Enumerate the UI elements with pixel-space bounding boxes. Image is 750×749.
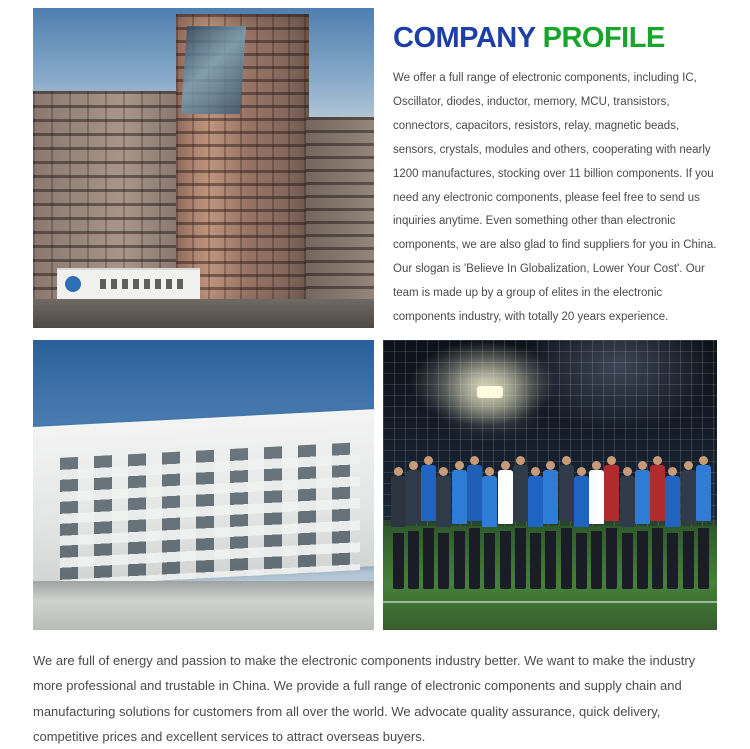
team-member-legs bbox=[530, 533, 541, 589]
building-right-wing bbox=[306, 117, 374, 303]
team-member-head bbox=[455, 461, 464, 470]
team-member-head bbox=[439, 467, 448, 476]
team-member-legs bbox=[606, 528, 617, 589]
team-member-head bbox=[470, 456, 479, 465]
team-member-head bbox=[668, 467, 677, 476]
building-glass-facade bbox=[181, 26, 246, 114]
team-member-head bbox=[516, 456, 525, 465]
team-member-legs bbox=[591, 531, 602, 590]
profile-body bbox=[393, 67, 718, 330]
team-member-legs bbox=[454, 531, 465, 590]
team-members-row bbox=[390, 450, 711, 589]
factory-building-image bbox=[33, 340, 374, 630]
closing-paragraph: We are full of energy and passion to make the electronic components industry better. We want to make the industry more professional and trustable in China. We provide a full range of electronic components and supply chain and manufacturing solutions for customers from all over the world. We advocate quality assurance, quick delivery, competitive prices and excellent services to attract overseas buyers. bbox=[33, 653, 696, 745]
team-member-legs bbox=[576, 533, 587, 589]
factory-window-rows bbox=[60, 442, 360, 585]
company-profile-block bbox=[393, 24, 718, 330]
team-member-legs bbox=[484, 533, 495, 589]
team-member-head bbox=[592, 461, 601, 470]
floodlight-icon bbox=[477, 386, 503, 398]
top-section bbox=[0, 0, 750, 336]
office-building-image bbox=[33, 8, 374, 328]
team-member-head bbox=[394, 467, 403, 476]
team-member-head bbox=[638, 461, 647, 470]
building-signboard bbox=[57, 268, 200, 299]
team-member-legs bbox=[637, 531, 648, 590]
team-member-legs bbox=[438, 533, 449, 589]
profile-paragraph-1: We offer a full range of electronic components, including IC, Oscillator, diodes, inductor, memory, MCU, transistors, connectors, capacitors, resistors, relay, magnetic beads, sensors, crystals, modules and others, cooperating with nearly 1200 manufactures, stocking over 11 billion components. If you need any electronic components, please feel free to send us inquiries anytime. Even something other than electronic components, we are also glad to find suppliers for you in China. bbox=[393, 72, 717, 252]
team-member-jersey bbox=[482, 476, 497, 527]
profile-paragraph-2: Our slogan is 'Believe In Globalization, Lower Your Cost'. Our team is made up by a group of elites in the electronic components industry, with totally 20 years experience. bbox=[393, 263, 705, 324]
pitch-line bbox=[383, 601, 717, 603]
team-member-head bbox=[409, 461, 418, 470]
team-member-head bbox=[562, 456, 571, 465]
team-member-head bbox=[623, 467, 632, 476]
team-member-legs bbox=[561, 528, 572, 589]
team-member-jersey bbox=[574, 476, 589, 527]
team-member-jersey bbox=[665, 476, 680, 527]
team-photo-image bbox=[383, 340, 717, 630]
team-member-head bbox=[684, 461, 693, 470]
signboard-text-placeholder bbox=[100, 279, 186, 289]
team-member-legs bbox=[667, 533, 678, 589]
team-member-legs bbox=[545, 531, 556, 590]
team-member-jersey bbox=[604, 465, 619, 521]
team-member-head bbox=[699, 456, 708, 465]
signboard-logo-icon bbox=[65, 276, 81, 292]
team-member-legs bbox=[408, 531, 419, 590]
team-member-jersey bbox=[467, 465, 482, 521]
team-member-jersey bbox=[650, 465, 665, 521]
team-member-jersey bbox=[543, 470, 558, 524]
team-member-jersey bbox=[498, 470, 513, 524]
team-member-jersey bbox=[635, 470, 650, 524]
team-member-legs bbox=[423, 528, 434, 589]
team-member-legs bbox=[622, 533, 633, 589]
team-member-jersey bbox=[513, 465, 528, 521]
team-member-jersey bbox=[406, 470, 421, 524]
team-member-jersey bbox=[528, 476, 543, 527]
building-main-tower bbox=[176, 14, 309, 308]
team-member-legs bbox=[652, 528, 663, 589]
team-member-jersey bbox=[620, 476, 635, 527]
team-member-jersey bbox=[696, 465, 711, 521]
team-member-legs bbox=[500, 531, 511, 590]
team-member-jersey bbox=[452, 470, 467, 524]
team-member-jersey bbox=[681, 470, 696, 524]
team-member-head bbox=[546, 461, 555, 470]
team-member-jersey bbox=[559, 465, 574, 521]
team-member-legs bbox=[469, 528, 480, 589]
team-member-legs bbox=[515, 528, 526, 589]
factory-forecourt bbox=[33, 581, 374, 630]
team-member-jersey bbox=[391, 476, 406, 527]
team-member-head bbox=[501, 461, 510, 470]
team-member-head bbox=[653, 456, 662, 465]
team-member-legs bbox=[683, 531, 694, 590]
team-member-head bbox=[607, 456, 616, 465]
team-member-head bbox=[485, 467, 494, 476]
title-word-company: COMPANY bbox=[393, 22, 543, 54]
street-area bbox=[33, 299, 374, 328]
team-member bbox=[695, 456, 712, 590]
team-member-head bbox=[424, 456, 433, 465]
page-title bbox=[393, 24, 718, 53]
title-word-profile: PROFILE bbox=[542, 22, 665, 54]
team-member-jersey bbox=[421, 465, 436, 521]
team-member-head bbox=[577, 467, 586, 476]
team-member-head bbox=[531, 467, 540, 476]
team-member-legs bbox=[698, 528, 709, 589]
team-member-legs bbox=[393, 533, 404, 589]
team-member-jersey bbox=[589, 470, 604, 524]
team-member-jersey bbox=[436, 476, 451, 527]
